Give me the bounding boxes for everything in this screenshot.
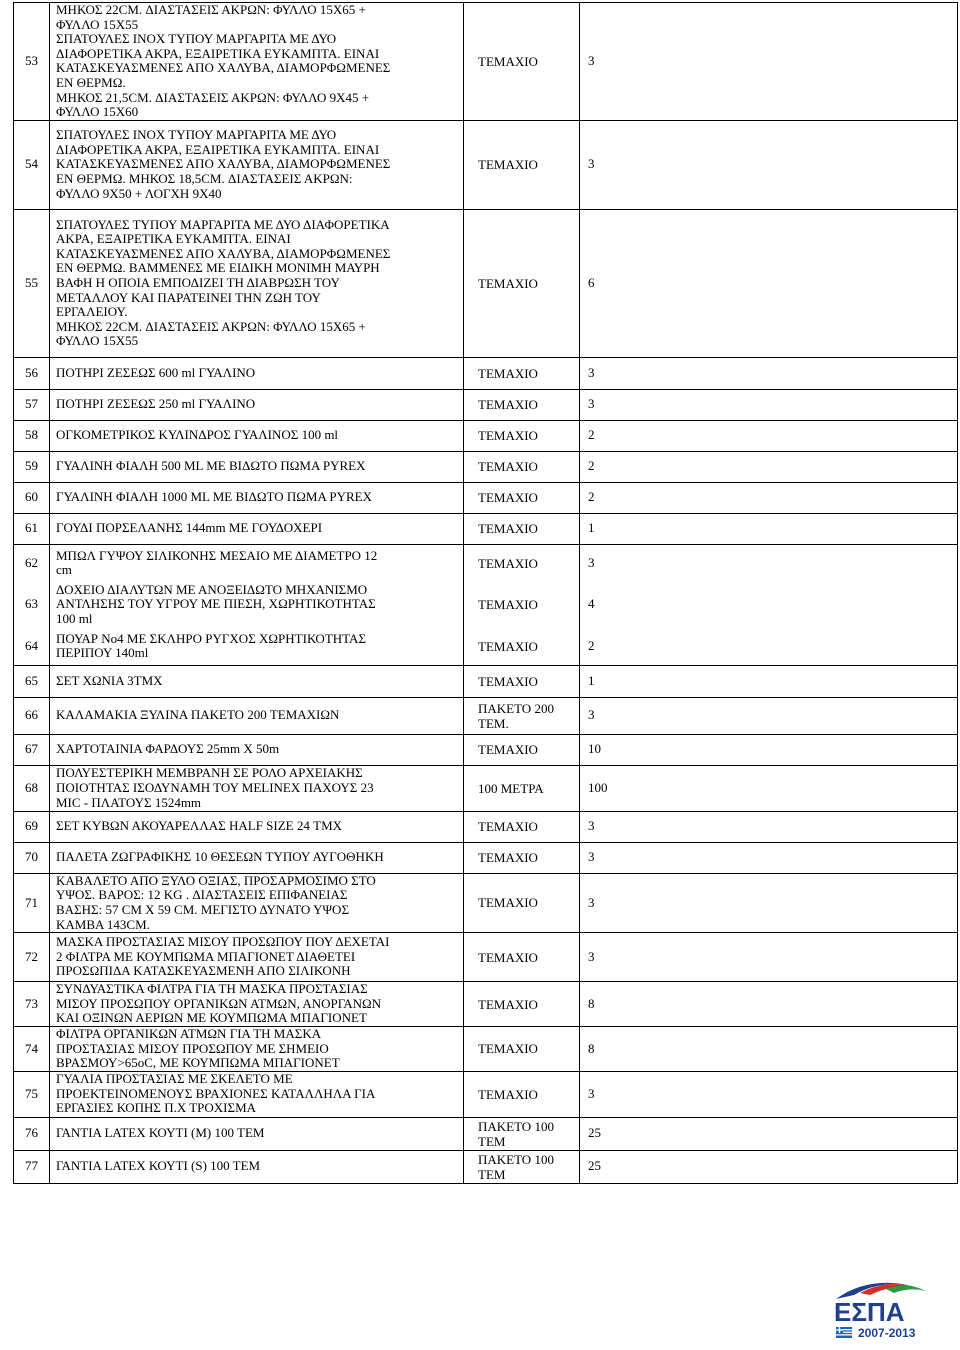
item-quantity: 25	[580, 1117, 958, 1150]
item-quantity: 3	[588, 554, 595, 570]
table-row	[14, 209, 958, 357]
item-description: ΣΕΤ ΚΥΒΩΝ ΑΚΟΥΑΡΕΛΛΑΣ HALF SIZE 24 ΤΜΧ	[50, 811, 464, 842]
item-description: ΦΙΛΤΡΑ ΟΡΓΑΝΙΚΩΝ ΑΤΜΩΝ ΓΙΑ ΤΗ ΜΑΣΚΑ ΠΡΟΣΤΑΣΙΑΣ ΜΙΣΟΥ ΠΡΟΣΩΠΟΥ ΜΕ ΣΗΜΕΙΟ ΒΡΑΣΜΟΥ>65oC, ΜΕ ΚΟΥΜΠΩΜΑ ΜΠΑΓΙΟΝΕΤ	[50, 1026, 464, 1071]
table-row	[14, 734, 958, 765]
table-row	[50, 545, 463, 582]
item-description: ΜΑΣΚΑ ΠΡΟΣΤΑΣΙΑΣ ΜΙΣΟΥ ΠΡΟΣΩΠΟΥ ΠΟΥ ΔΕΧΕΤΑΙ 2 ΦΙΛΤΡΑ ΜΕ ΚΟΥΜΠΩΜΑ ΜΠΑΓΙΟΝΕΤ ΔΙΑΘΕΤΕΙ ΠΡΟΣΩΠΙΔΑ ΚΑΤΑΣΚΕΥΑΣΜΕΝΗ ΑΠΟ ΣΙΛΙΚΟΝΗ	[50, 933, 464, 982]
table-row	[14, 544, 958, 665]
item-unit: ΤΕΜΑΧΙΟ	[478, 555, 538, 571]
table-row	[14, 513, 958, 544]
item-unit: ΠΑΚΕΤΟ 100 ΤΕΜ	[464, 1150, 580, 1183]
table-row	[580, 628, 957, 665]
item-quantity: 6	[580, 209, 958, 357]
item-number: 73	[14, 982, 50, 1027]
table-row	[14, 842, 958, 873]
item-quantity: 8	[580, 982, 958, 1027]
item-description: ΣΕΤ ΧΩΝΙΑ 3ΤΜΧ	[50, 665, 464, 697]
table-row	[14, 357, 958, 389]
item-number: 62	[25, 554, 38, 570]
item-quantity-group	[580, 544, 958, 665]
item-quantity: 100	[580, 765, 958, 811]
item-description-group	[50, 544, 464, 665]
item-quantity: 3	[580, 3, 958, 121]
item-unit: ΠΑΚΕΤΟ 200 ΤΕΜ.	[464, 697, 580, 734]
table-row	[14, 389, 958, 420]
logo-title: ΕΣΠΑ	[834, 1297, 905, 1327]
item-number: 63	[25, 596, 38, 612]
item-number: 64	[25, 637, 38, 653]
item-description: ΓΥΑΛΙΝΗ ΦΙΑΛΗ 1000 ML ΜΕ ΒΙΔΩΤΟ ΠΩΜΑ PYREX	[50, 482, 464, 513]
item-unit: ΤΕΜΑΧΙΟ	[464, 1026, 580, 1071]
item-description: ΣΥΝΔΥΑΣΤΙΚΑ ΦΙΛΤΡΑ ΓΙΑ ΤΗ ΜΑΣΚΑ ΠΡΟΣΤΑΣΙΑΣ ΜΙΣΟΥ ΠΡΟΣΩΠΟΥ ΟΡΓΑΝΙΚΩΝ ΑΤΜΩΝ, ΑΝΟΡΓΑΝΩΝ ΚΑΙ ΟΞΙΝΩΝ ΑΕΡΙΩΝ ΜΕ ΚΟΥΜΠΩΜΑ ΜΠΑΓΙΟΝΕΤ	[50, 982, 464, 1027]
items-table-container	[13, 2, 957, 1184]
item-unit: ΤΕΜΑΧΙΟ	[464, 734, 580, 765]
item-number: 75	[14, 1071, 50, 1117]
item-quantity: 1	[580, 665, 958, 697]
item-quantity: 3	[580, 933, 958, 982]
table-row	[464, 628, 579, 665]
item-unit: 100 ΜΕΤΡΑ	[464, 765, 580, 811]
item-description: ΚΑΛΑΜΑΚΙΑ ΞΥΛΙΝΑ ΠΑΚΕΤΟ 200 ΤΕΜΑΧΙΩΝ	[50, 697, 464, 734]
item-quantity: 3	[580, 389, 958, 420]
item-number: 70	[14, 842, 50, 873]
table-row	[14, 420, 958, 451]
item-quantity: 3	[580, 697, 958, 734]
item-quantity: 3	[580, 357, 958, 389]
item-description: ΟΓΚΟΜΕΤΡΙΚΟΣ ΚΥΛΙΝΔΡΟΣ ΓΥΑΛΙΝΟΣ 100 ml	[50, 420, 464, 451]
table-row	[580, 582, 957, 628]
item-description: ΠΟΤΗΡΙ ΖΕΣΕΩΣ 250 ml ΓΥΑΛΙΝΟ	[50, 389, 464, 420]
table-row	[14, 1071, 958, 1117]
table-row	[14, 628, 49, 665]
item-quantity: 3	[580, 811, 958, 842]
table-row	[50, 582, 463, 628]
table-row	[14, 1026, 958, 1071]
table-row	[14, 1117, 958, 1150]
item-quantity: 1	[580, 513, 958, 544]
item-description: ΣΠΑΤΟΥΛΕΣ ΙΝΟΧ ΤΥΠΟΥ ΜΑΡΓΑΡΙΤΑ ΜΕ ΔΥΟ ΔΙΑΦΟΡΕΤΙΚΑ ΑΚΡΑ, ΕΞΑΙΡΕΤΙΚΑ ΕΥΚΑΜΠΤΑ. ΕΙΝΑΙ ΚΑΤΑΣΚΕΥΑΣΜΕΝΕΣ ΑΠΟ ΧΑΛΥΒΑ, ΔΙΑΜΟΡΦΩΜΕΝΕΣ ΕΝ ΘΕΡΜΩ. ΜΗΚΟΣ 18,5CM. ΔΙΑΣΤΑΣΕΙΣ ΑΚΡΩΝ: ΦΥΛΛΟ 9Χ50 + ΛΟΓΧΗ 9Χ40	[50, 120, 464, 209]
table-row	[14, 982, 958, 1027]
table-row	[14, 482, 958, 513]
merged-row-group	[14, 545, 49, 665]
greek-flag-icon	[836, 1327, 852, 1338]
item-unit: ΤΕΜΑΧΙΟ	[464, 873, 580, 932]
item-quantity: 2	[580, 420, 958, 451]
items-table	[13, 2, 958, 1184]
item-number: 55	[14, 209, 50, 357]
item-unit: ΤΕΜΑΧΙΟ	[464, 665, 580, 697]
espa-logo	[826, 1275, 946, 1343]
item-unit: ΤΕΜΑΧΙΟ	[464, 842, 580, 873]
item-number: 58	[14, 420, 50, 451]
table-row	[464, 582, 579, 628]
item-unit: ΤΕΜΑΧΙΟ	[464, 3, 580, 121]
item-quantity: 2	[588, 637, 595, 653]
table-row	[50, 628, 463, 665]
item-unit: ΤΕΜΑΧΙΟ	[464, 982, 580, 1027]
table-row	[14, 582, 49, 628]
item-number: 69	[14, 811, 50, 842]
item-number: 56	[14, 357, 50, 389]
item-description: ΠΑΛΕΤΑ ΖΩΓΡΑΦΙΚΗΣ 10 ΘΕΣΕΩΝ ΤΥΠΟΥ ΑΥΓΟΘΗΚΗ	[50, 842, 464, 873]
item-description: ΠΟΤΗΡΙ ΖΕΣΕΩΣ 600 ml ΓΥΑΛΙΝΟ	[50, 357, 464, 389]
item-quantity: 2	[580, 451, 958, 482]
item-number: 77	[14, 1150, 50, 1183]
merged-row-group	[580, 545, 957, 665]
table-row	[14, 545, 49, 582]
table-row	[14, 873, 958, 932]
item-description: ΓΑΝΤΙΑ LATEX ΚΟΥΤΙ (M) 100 ΤΕΜ	[50, 1117, 464, 1150]
item-quantity: 3	[580, 120, 958, 209]
item-unit: ΠΑΚΕΤΟ 100 ΤΕΜ	[464, 1117, 580, 1150]
item-number: 71	[14, 873, 50, 932]
item-number: 67	[14, 734, 50, 765]
item-description: ΠΟΥΑΡ No4 ΜΕ ΣΚΛΗΡΟ ΡΥΓΧΟΣ ΧΩΡΗΤΙΚΟΤΗΤΑΣ ΠΕΡΙΠΟΥ 140ml	[56, 630, 367, 661]
item-quantity: 4	[588, 596, 595, 612]
item-unit: ΤΕΜΑΧΙΟ	[464, 811, 580, 842]
table-row	[14, 1150, 958, 1183]
item-description: ΣΠΑΤΟΥΛΕΣ ΤΥΠΟΥ ΜΑΡΓΑΡΙΤΑ ΜΕ ΔΥΟ ΔΙΑΦΟΡΕΤΙΚΑ ΑΚΡΑ, ΕΞΑΙΡΕΤΙΚΑ ΕΥΚΑΜΠΤΑ. ΕΙΝΑΙ ΚΑΤΑΣΚΕΥΑΣΜΕΝΕΣ ΑΠΟ ΧΑΛΥΒΑ, ΔΙΑΜΟΡΦΩΜΕΝΕΣ ΕΝ ΘΕΡΜΩ. ΒΑΜΜΕΝΕΣ ΜΕ ΕΙΔΙΚΗ ΜΟΝΙΜΗ ΜΑΥΡΗ ΒΑΦΗ Η ΟΠΟΙΑ ΕΜΠΟΔΙΖΕΙ ΤΗ ΔΙΑΒΡΩΣΗ ΤΟΥ ΜΕΤΑΛΛΟΥ ΚΑΙ ΠΑΡΑΤΕΙΝΕΙ ΤΗΝ ΖΩΗ ΤΟΥ ΕΡΓΑΛΕΙΟΥ. ΜΗΚΟΣ 22CM. ΔΙΑΣΤΑΣΕΙΣ ΑΚΡΩΝ: ΦΥΛΛΟ 15X65 + ΦΥΛΛΟ 15X55	[50, 209, 464, 357]
item-unit: ΤΕΜΑΧΙΟ	[464, 120, 580, 209]
item-unit: ΤΕΜΑΧΙΟ	[478, 597, 538, 613]
item-quantity: 2	[580, 482, 958, 513]
item-quantity: 8	[580, 1026, 958, 1071]
item-description: ΚΑΒΑΛΕΤΟ ΑΠΟ ΞΥΛΟ ΟΞΙΑΣ, ΠΡΟΣΑΡΜΟΣΙΜΟ ΣΤΟ ΥΨΟΣ. ΒΑΡΟΣ: 12 KG . ΔΙΑΣΤΑΣΕΙΣ ΕΠΙΦΑΝΕΙΑΣ ΒΑΣΗΣ: 57 CM X 59 CM. ΜΕΓΙΣΤΟ ΔΥΝΑΤΟ ΥΨΟΣ ΚΑΜΒΑ 143CM.	[50, 873, 464, 932]
item-description: ΓΥΑΛΙΝΗ ΦΙΑΛΗ 500 ML ΜΕ ΒΙΔΩΤΟ ΠΩΜΑ PYREX	[50, 451, 464, 482]
item-number: 54	[14, 120, 50, 209]
item-unit: ΤΕΜΑΧΙΟ	[464, 389, 580, 420]
item-description: ΜΗΚΟΣ 22CM. ΔΙΑΣΤΑΣΕΙΣ ΑΚΡΩΝ: ΦΥΛΛΟ 15X65 + ΦΥΛΛΟ 15X55 ΣΠΑΤΟΥΛΕΣ ΙΝΟΧ ΤΥΠΟΥ ΜΑΡΓΑΡΙΤΑ ΜΕ ΔΥΟ ΔΙΑΦΟΡΕΤΙΚΑ ΑΚΡΑ, ΕΞΑΙΡΕΤΙΚΑ ΕΥΚΑΜΠΤΑ. ΕΙΝΑΙ ΚΑΤΑΣΚΕΥΑΣΜΕΝΕΣ ΑΠΟ ΧΑΛΥΒΑ, ΔΙΑΜΟΡΦΩΜΕΝΕΣ ΕΝ ΘΕΡΜΩ. ΜΗΚΟΣ 21,5CM. ΔΙΑΣΤΑΣΕΙΣ ΑΚΡΩΝ: ΦΥΛΛΟ 9Χ45 + ΦΥΛΛΟ 15Χ60	[50, 3, 464, 121]
table-row	[580, 545, 957, 582]
table-row	[14, 120, 958, 209]
table-row	[14, 3, 958, 121]
item-unit: ΤΕΜΑΧΙΟ	[464, 209, 580, 357]
item-number: 59	[14, 451, 50, 482]
item-quantity: 3	[580, 1071, 958, 1117]
item-number: 53	[14, 3, 50, 121]
item-unit: ΤΕΜΑΧΙΟ	[478, 638, 538, 654]
item-description: ΓΑΝΤΙΑ LATEX ΚΟΥΤΙ (S) 100 ΤΕΜ	[50, 1150, 464, 1183]
item-quantity: 10	[580, 734, 958, 765]
item-number: 74	[14, 1026, 50, 1071]
table-row	[14, 697, 958, 734]
table-row	[14, 665, 958, 697]
table-row	[14, 765, 958, 811]
item-unit: ΤΕΜΑΧΙΟ	[464, 933, 580, 982]
item-unit: ΤΕΜΑΧΙΟ	[464, 451, 580, 482]
table-row	[14, 451, 958, 482]
item-description: ΠΟΛΥΕΣΤΕΡΙΚΗ ΜΕΜΒΡΑΝΗ ΣΕ ΡΟΛΟ ΑΡΧΕΙΑΚΗΣ ΠΟΙΟΤΗΤΑΣ ΙΣΟΔΥΝΑΜΗ ΤΟΥ MELINEX ΠΑΧΟΥΣ 23 MIC - ΠΛΑΤΟΥΣ 1524mm	[50, 765, 464, 811]
item-description: ΓΥΑΛΙΑ ΠΡΟΣΤΑΣΙΑΣ ΜΕ ΣΚΕΛΕΤΟ ΜΕ ΠΡΟΕΚΤΕΙΝΟΜΕΝΟΥΣ ΒΡΑΧΙΟΝΕΣ ΚΑΤΑΛΛΗΛΑ ΓΙΑ ΕΡΓΑΣΙΕΣ ΚΟΠΗΣ Π.Χ ΤΡΟΧΙΣΜΑ	[50, 1071, 464, 1117]
item-number: 72	[14, 933, 50, 982]
item-number: 76	[14, 1117, 50, 1150]
item-number: 65	[14, 665, 50, 697]
item-quantity: 25	[580, 1150, 958, 1183]
item-number-group	[14, 544, 50, 665]
table-row	[14, 933, 958, 982]
merged-row-group	[50, 545, 463, 665]
item-number: 60	[14, 482, 50, 513]
item-unit: ΤΕΜΑΧΙΟ	[464, 513, 580, 544]
item-description: ΧΑΡΤΟΤΑΙΝΙΑ ΦΑΡΔΟΥΣ 25mm X 50m	[50, 734, 464, 765]
item-description: ΔΟΧΕΙΟ ΔΙΑΛΥΤΩΝ ΜΕ ΑΝΟΞΕΙΔΩΤΟ ΜΗΧΑΝΙΣΜΟ ΑΝΤΛΗΣΗΣ ΤΟΥ ΥΓΡΟΥ ΜΕ ΠΙΕΣΗ, ΧΩΡΗΤΙΚΟΤΗΤΑΣ 100 ml	[56, 581, 376, 627]
logo-years: 2007-2013	[858, 1326, 916, 1340]
item-number: 61	[14, 513, 50, 544]
item-description: ΜΠΩΛ ΓΥΨΟΥ ΣΙΛΙΚΟΝΗΣ ΜΕΣΑΙΟ ΜΕ ΔΙΑΜΕΤΡΟ 12 cm	[56, 547, 378, 578]
item-quantity: 3	[580, 873, 958, 932]
table-row	[14, 811, 958, 842]
merged-row-group	[464, 545, 579, 665]
item-number: 57	[14, 389, 50, 420]
item-quantity: 3	[580, 842, 958, 873]
item-unit-group	[464, 544, 580, 665]
item-unit: ΤΕΜΑΧΙΟ	[464, 420, 580, 451]
item-number: 68	[14, 765, 50, 811]
item-unit: ΤΕΜΑΧΙΟ	[464, 482, 580, 513]
item-description: ΓΟΥΔΙ ΠΟΡΣΕΛΑΝΗΣ 144mm ΜΕ ΓΟΥΔΟΧΕΡΙ	[50, 513, 464, 544]
table-row	[464, 545, 579, 582]
item-unit: ΤΕΜΑΧΙΟ	[464, 357, 580, 389]
item-unit: ΤΕΜΑΧΙΟ	[464, 1071, 580, 1117]
item-number: 66	[14, 697, 50, 734]
